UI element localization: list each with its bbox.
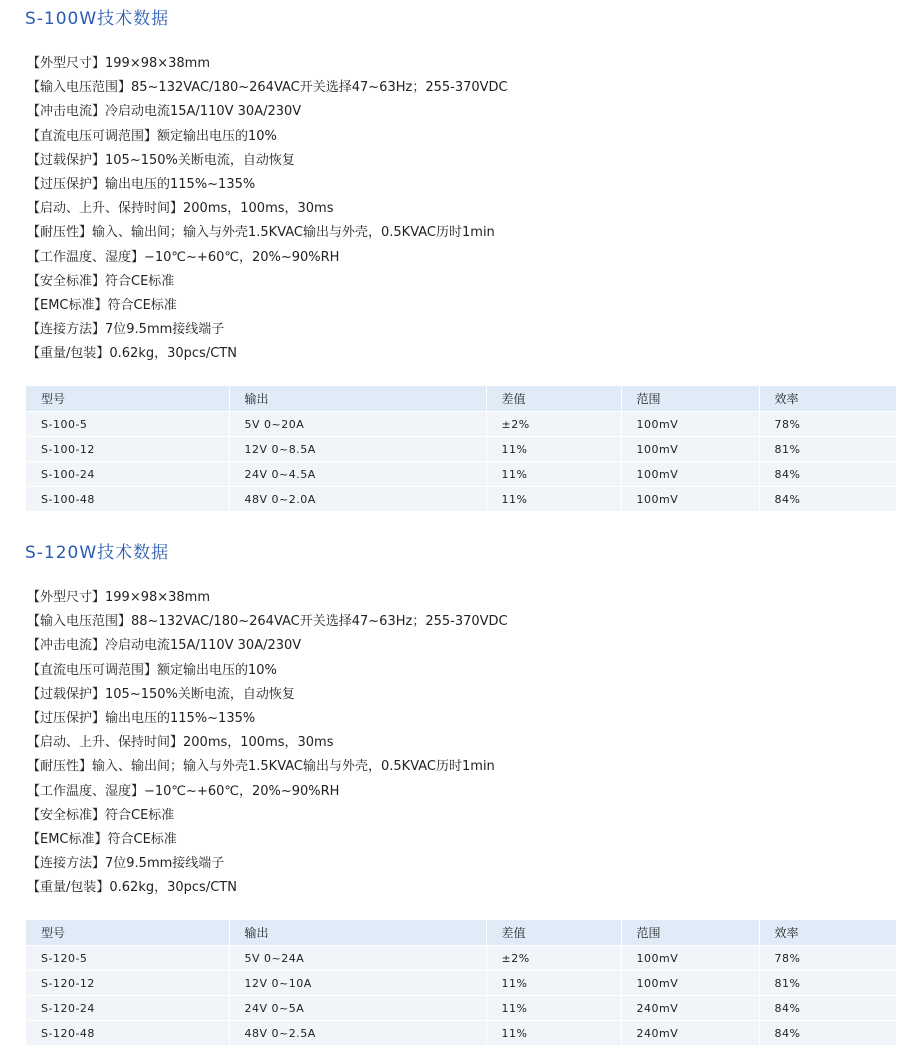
header-efficiency: 效率 xyxy=(759,920,896,946)
cell-model: S-100-48 xyxy=(26,487,229,512)
spec-safety-standard: 【安全标准】符合CE标准 xyxy=(27,273,175,289)
spec-dc-adjust-range: 【直流电压可调范围】额定输出电压的10% xyxy=(27,662,277,678)
cell-ripple: 100mV xyxy=(621,946,759,971)
cell-output: 48V 0~2.5A xyxy=(229,1021,486,1046)
spec-input-voltage: 【输入电压范围】88~132VAC/180~264VAC开关选择47~63Hz；255-370VDC xyxy=(27,614,508,630)
cell-efficiency: 84% xyxy=(759,462,896,487)
table-row xyxy=(26,462,896,487)
spec-inrush-current: 【冲击电流】冷启动电流15A/110V 30A/230V xyxy=(27,638,302,654)
spec-timing: 【启动、上升、保持时间】200ms，100ms，30ms xyxy=(27,735,334,751)
cell-tolerance: 11% xyxy=(486,1021,621,1046)
cell-output: 24V 0~4.5A xyxy=(229,462,486,487)
spec-timing: 【启动、上升、保持时间】200ms，100ms，30ms xyxy=(27,201,334,217)
cell-output: 24V 0~5A xyxy=(229,996,486,1021)
spec-emc-standard: 【EMC标准】符合CE标准 xyxy=(27,831,177,847)
spec-list xyxy=(27,52,508,366)
header-efficiency: 效率 xyxy=(759,386,896,412)
cell-tolerance: 11% xyxy=(486,437,621,462)
spec-withstand-voltage: 【耐压性】输入、输出间；输入与外壳1.5KVAC输出与外壳，0.5KVAC历时1min xyxy=(27,759,495,775)
cell-efficiency: 78% xyxy=(759,946,896,971)
cell-ripple: 240mV xyxy=(621,996,759,1021)
spec-safety-standard: 【安全标准】符合CE标准 xyxy=(27,807,175,823)
cell-efficiency: 84% xyxy=(759,996,896,1021)
cell-tolerance: 11% xyxy=(486,487,621,512)
cell-efficiency: 78% xyxy=(759,412,896,437)
spec-overvoltage-protection: 【过压保护】输出电压的115%~135% xyxy=(27,710,256,726)
header-model: 型号 xyxy=(26,920,229,946)
cell-model: S-120-48 xyxy=(26,1021,229,1046)
cell-efficiency: 81% xyxy=(759,971,896,996)
table-row xyxy=(26,412,896,437)
cell-ripple: 240mV xyxy=(621,1021,759,1046)
spec-table xyxy=(26,920,896,1045)
spec-overvoltage-protection: 【过压保护】输出电压的115%~135% xyxy=(27,176,256,192)
cell-output: 5V 0~24A xyxy=(229,946,486,971)
table-row xyxy=(26,437,896,462)
spec-inrush-current: 【冲击电流】冷启动电流15A/110V 30A/230V xyxy=(27,104,302,120)
spec-weight-packing: 【重量/包装】0.62kg，30pcs/CTN xyxy=(27,880,237,896)
table-header-row xyxy=(26,386,896,412)
cell-output: 12V 0~8.5A xyxy=(229,437,486,462)
spec-temperature-humidity: 【工作温度、湿度】−10℃~+60℃，20%~90%RH xyxy=(27,249,340,265)
header-model: 型号 xyxy=(26,386,229,412)
cell-tolerance: 11% xyxy=(486,971,621,996)
spec-weight-packing: 【重量/包装】0.62kg，30pcs/CTN xyxy=(27,346,237,362)
table-row xyxy=(26,487,896,512)
spec-temperature-humidity: 【工作温度、湿度】−10℃~+60℃，20%~90%RH xyxy=(27,783,340,799)
cell-ripple: 100mV xyxy=(621,487,759,512)
header-tolerance: 差值 xyxy=(486,386,621,412)
cell-model: S-100-24 xyxy=(26,462,229,487)
cell-ripple: 100mV xyxy=(621,412,759,437)
spec-connection: 【连接方法】7位9.5mm接线端子 xyxy=(27,856,225,872)
table-row xyxy=(26,946,896,971)
cell-ripple: 100mV xyxy=(621,462,759,487)
spec-dimensions: 【外型尺寸】199×98×38mm xyxy=(27,56,211,71)
cell-tolerance: 11% xyxy=(486,996,621,1021)
cell-ripple: 100mV xyxy=(621,437,759,462)
spec-withstand-voltage: 【耐压性】输入、输出间；输入与外壳1.5KVAC输出与外壳，0.5KVAC历时1min xyxy=(27,225,495,241)
cell-model: S-100-5 xyxy=(26,412,229,437)
spec-list xyxy=(27,586,508,900)
cell-model: S-120-12 xyxy=(26,971,229,996)
spec-table xyxy=(26,386,896,511)
table-header-row xyxy=(26,920,896,946)
section-title: S-120W技术数据 xyxy=(25,543,170,563)
cell-model: S-120-5 xyxy=(26,946,229,971)
cell-ripple: 100mV xyxy=(621,971,759,996)
cell-output: 5V 0~20A xyxy=(229,412,486,437)
spec-emc-standard: 【EMC标准】符合CE标准 xyxy=(27,297,177,313)
cell-tolerance: ±2% xyxy=(486,412,621,437)
spec-dc-adjust-range: 【直流电压可调范围】额定输出电压的10% xyxy=(27,128,277,144)
spec-overload-protection: 【过载保护】105~150%关断电流，自动恢复 xyxy=(27,152,295,168)
cell-tolerance: ±2% xyxy=(486,946,621,971)
section-s100w xyxy=(0,4,920,519)
cell-output: 48V 0~2.0A xyxy=(229,487,486,512)
header-ripple: 范围 xyxy=(621,386,759,412)
spec-connection: 【连接方法】7位9.5mm接线端子 xyxy=(27,322,225,338)
table-row xyxy=(26,996,896,1021)
table-row xyxy=(26,971,896,996)
spec-input-voltage: 【输入电压范围】85~132VAC/180~264VAC开关选择47~63Hz；255-370VDC xyxy=(27,80,508,96)
cell-efficiency: 84% xyxy=(759,487,896,512)
cell-efficiency: 84% xyxy=(759,1021,896,1046)
section-title: S-100W技术数据 xyxy=(25,9,170,29)
cell-efficiency: 81% xyxy=(759,437,896,462)
spec-dimensions: 【外型尺寸】199×98×38mm xyxy=(27,590,211,605)
cell-model: S-120-24 xyxy=(26,996,229,1021)
header-output: 输出 xyxy=(229,386,486,412)
cell-output: 12V 0~10A xyxy=(229,971,486,996)
table-row xyxy=(26,1021,896,1046)
cell-model: S-100-12 xyxy=(26,437,229,462)
header-ripple: 范围 xyxy=(621,920,759,946)
cell-tolerance: 11% xyxy=(486,462,621,487)
section-s120w xyxy=(0,538,920,1053)
header-tolerance: 差值 xyxy=(486,920,621,946)
header-output: 输出 xyxy=(229,920,486,946)
spec-overload-protection: 【过载保护】105~150%关断电流，自动恢复 xyxy=(27,686,295,702)
